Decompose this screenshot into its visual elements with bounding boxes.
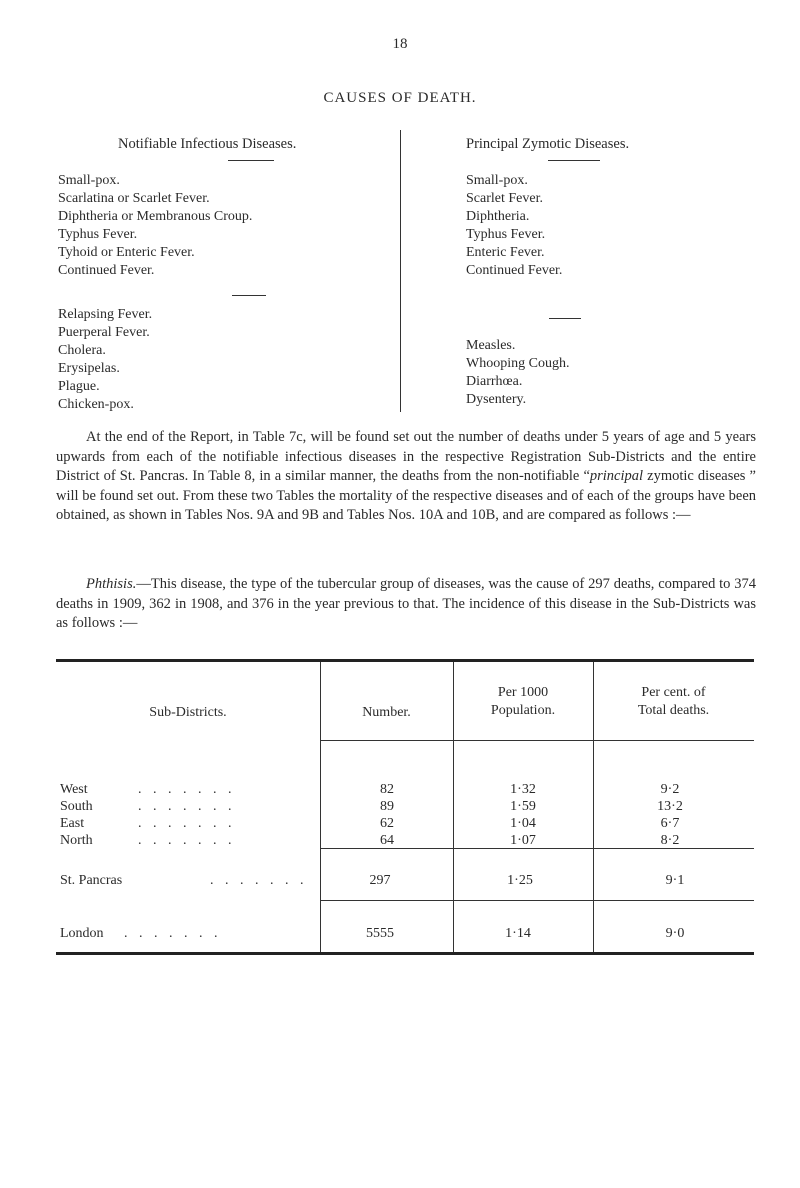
number-cell: 5555 — [366, 926, 394, 941]
leader-dots: . . . . . . . — [138, 782, 236, 797]
list-item: Scarlatina or Scarlet Fever. — [58, 191, 210, 206]
right-column-heading: Principal Zymotic Diseases. — [466, 136, 630, 152]
per-1000-cell: 1·07 — [510, 833, 536, 848]
number-cell: 62 — [380, 816, 394, 831]
list-item: Whooping Cough. — [466, 356, 570, 371]
paragraph-text: —This disease, the type of the tubercular group of diseases, was the cause of 297 deaths, compared to 374 deaths in 1909, 362 in 1908, and 376 in the year previous to that. The incidence of this disease in the Sub-Districts was as follows :— — [56, 576, 756, 631]
list-item: Diphtheria. — [466, 209, 530, 224]
per-cent-cell: 13·2 — [657, 799, 683, 814]
leader-dots: . . . . . . . — [138, 816, 236, 831]
header-per-cent — [593, 684, 754, 720]
emphasis-text: principal — [589, 468, 644, 484]
per-1000-cell: 1·25 — [507, 873, 533, 888]
body-paragraph-2 — [56, 575, 756, 634]
district-name: South — [60, 799, 93, 814]
zymotic-diseases-list-1 — [466, 172, 562, 280]
column-divider — [400, 130, 401, 412]
row-rule — [320, 900, 754, 901]
number-cell: 297 — [369, 873, 391, 888]
district-name: London — [60, 926, 104, 941]
header-rule — [320, 740, 754, 741]
emphasis-text: Phthisis. — [86, 576, 137, 592]
header-line: Population. — [490, 703, 556, 718]
leader-dots: . . . . . . . — [124, 926, 222, 941]
district-name: St. Pancras — [60, 873, 123, 888]
list-item: Cholera. — [58, 343, 106, 358]
right-heading-rule — [548, 160, 600, 161]
leader-dots: . . . . . . . — [138, 799, 236, 814]
per-cent-cell: 9·2 — [660, 782, 680, 797]
list-item: Plague. — [58, 379, 100, 394]
list-item: Enteric Fever. — [466, 245, 545, 260]
leader-dots: . . . . . . . — [210, 873, 308, 888]
leader-dots: . . . . . . . — [138, 833, 236, 848]
left-group-rule — [232, 295, 266, 296]
header-line: Per cent. of — [641, 685, 706, 700]
number-cell: 82 — [380, 782, 394, 797]
list-item: Erysipelas. — [58, 361, 120, 376]
per-1000-cell: 1·59 — [510, 799, 536, 814]
per-cent-cell: 9·0 — [665, 926, 685, 941]
list-item: Puerperal Fever. — [58, 325, 150, 340]
header-line: Total deaths. — [637, 703, 710, 718]
district-name: North — [60, 833, 93, 848]
per-cent-cell: 6·7 — [660, 816, 680, 831]
list-item: Scarlet Fever. — [466, 191, 543, 206]
header-sub-districts: Sub-Districts. — [149, 705, 227, 720]
per-1000-cell: 1·04 — [510, 816, 536, 831]
list-item: Continued Fever. — [58, 263, 155, 278]
left-column-heading: Notifiable Infectious Diseases. — [118, 136, 297, 152]
header-per-1000 — [453, 684, 593, 720]
list-item: Small-pox. — [466, 173, 528, 188]
list-item: Typhus Fever. — [466, 227, 546, 242]
list-item: Typhus Fever. — [58, 227, 138, 242]
notifiable-diseases-list-2 — [58, 306, 152, 414]
list-item: Diphtheria or Membranous Croup. — [58, 209, 253, 224]
table-top-rule — [56, 659, 754, 662]
header-line: Per 1000 — [497, 685, 549, 700]
per-1000-cell: 1·32 — [510, 782, 536, 797]
table-bottom-rule — [56, 952, 754, 955]
list-item: Continued Fever. — [466, 263, 563, 278]
per-cent-cell: 8·2 — [660, 833, 680, 848]
list-item: Tyhoid or Enteric Fever. — [58, 245, 195, 260]
left-heading-rule — [228, 160, 274, 161]
number-cell: 89 — [380, 799, 394, 814]
list-item: Chicken-pox. — [58, 397, 134, 412]
page-title: CAUSES OF DEATH. — [323, 90, 477, 106]
list-item: Dysentery. — [466, 392, 527, 407]
list-item: Relapsing Fever. — [58, 307, 153, 322]
number-cell: 64 — [380, 833, 394, 848]
header-number: Number. — [362, 705, 411, 720]
list-item: Small-pox. — [58, 173, 120, 188]
list-item: Measles. — [466, 338, 516, 353]
page-number: 18 — [392, 36, 408, 52]
notifiable-diseases-list-1 — [58, 172, 252, 280]
district-name: East — [60, 816, 85, 831]
per-1000-cell: 1·14 — [505, 926, 531, 941]
district-name: West — [60, 782, 88, 797]
row-rule — [320, 848, 754, 849]
per-cent-cell: 9·1 — [665, 873, 685, 888]
list-item: Diarrhœa. — [466, 374, 523, 389]
paragraph-text: zymotic diseases ” will be found set out. From these two Tables the mortality of the respective diseases and of each of the groups have been obtained, as shown in Tables Nos. 9A and 9B and Tables Nos. 10A and 10B, and are compared as follows :— — [56, 468, 756, 523]
paragraph-text: At the end of the Report, in Table 7c, will be found set out the number of deaths under 5 years of age and 5 years upwards from each of the notifiable infectious diseases in the respective Registration Sub-Districts and the entire District of St. Pancras. In Table 8, in a similar manner, the deaths from the non-notifiable “ — [56, 429, 756, 484]
body-paragraph-1 — [56, 428, 756, 526]
right-group-rule — [549, 318, 581, 319]
zymotic-diseases-list-2 — [466, 337, 569, 409]
